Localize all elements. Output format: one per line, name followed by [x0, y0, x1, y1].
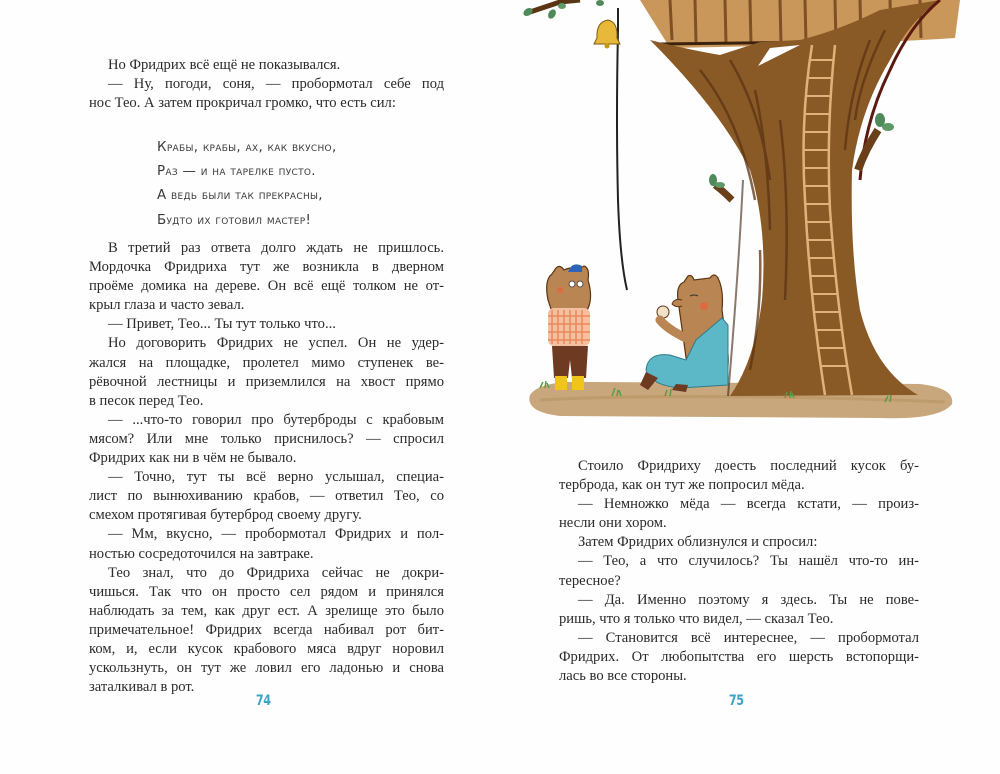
text-line: примечательное! Фридрих всегда набивал рот бит- — [89, 621, 444, 638]
text-line: несли они хором. — [559, 515, 667, 532]
text-line: ком, и, если кусок крабового мяса вдруг норовил — [89, 640, 444, 657]
poem — [157, 136, 337, 233]
right-page — [500, 0, 1000, 774]
text-line: крыл глаза и часто зевал. — [89, 297, 245, 314]
text-line: нос Тео. А затем прокричал громко, что есть сил: — [89, 95, 396, 112]
text-line: Стоило Фридриху доесть последний кусок бу- — [578, 458, 919, 474]
right-page-text — [559, 457, 919, 686]
text-line: Фридрих. От любопытства его шерсть встопорщи- — [559, 648, 919, 665]
branch-leaves-right — [858, 113, 894, 170]
text-line: — ...что-то говорил про бутерброды с крабовым — [108, 411, 444, 428]
text-line: Затем Фридрих облизнулся и спросил: — [578, 534, 818, 551]
text-line: — Ну, погоди, соня, — пробормотал себе под — [108, 76, 444, 93]
text-line: — Тео, а что случилось? Ты нашёл что-то ин- — [578, 553, 919, 570]
text-line: — Становится всё интереснее, — пробормотал — [578, 629, 919, 646]
page-number-right: 75 — [728, 693, 744, 709]
text-line: лась во все стороны. — [559, 668, 687, 685]
bell-icon — [594, 20, 620, 49]
text-line: терброда, как он тут же попросил мёда. — [559, 477, 805, 494]
text-line: ришь, что я только что видел, — сказал Тео. — [559, 610, 834, 627]
text-line: — Точно, тут ты всё верно услышал, специа- — [108, 469, 444, 486]
poem-line: Раз — и на тарелке пусто. — [157, 164, 316, 180]
text-line: проёме домика на дереве. Он всё ещё толком не от- — [89, 278, 444, 295]
text-line: В третий раз ответа долго ждать не пришлось. — [108, 240, 444, 256]
rope — [617, 8, 627, 290]
poem-line: Крабы, крабы, ах, как вкусно, — [157, 140, 337, 155]
text-line: Тео знал, что до Фридриха сейчас не докри- — [108, 564, 444, 581]
text-line: Но договорить Фридрих не успел. Он не удер- — [108, 335, 444, 352]
text-line: Но Фридрих всё ещё не показывался. — [108, 57, 341, 73]
text-line: в песок перед Тео. — [89, 392, 204, 409]
text-line: лист по вынюхиванию крабов, — ответил Тео, со — [89, 488, 444, 505]
text-line: тересное? — [559, 572, 621, 589]
poem-line: Будто их готовил мастер! — [157, 212, 312, 228]
left-page-text-top — [89, 56, 444, 113]
text-line: смехом протягивая бутерброд своему другу. — [89, 507, 362, 524]
branch-leaves-top-left — [522, 0, 604, 20]
page-number-left: 74 — [255, 693, 271, 709]
left-page-text-body — [89, 239, 444, 697]
text-line: жался на площадке, пролетел мимо ступенек ве- — [89, 354, 444, 371]
text-line: — Мм, вкусно, — пробормотал Фридрих и пол- — [108, 526, 444, 543]
text-line: мясом? Или мне только приснилось? — спросил — [89, 430, 444, 447]
text-line: наблюдать за тем, как друг ест. А зрелище это было — [89, 602, 444, 619]
tree-house-illustration — [520, 0, 1000, 430]
sitting-bear — [640, 275, 728, 392]
text-line: ностью сосредоточился на завтраке. — [89, 545, 314, 562]
text-line: ускользнуть, он тут же ловил его ладонью и снова — [89, 660, 444, 677]
standing-bear — [547, 264, 591, 390]
poem-line: А ведь были так прекрасны, — [157, 188, 323, 204]
branch-leaves-left — [709, 174, 732, 200]
text-line: — Да. Именно поэтому я здесь. Ты не пове- — [578, 591, 919, 608]
text-line: — Привет, Тео... Ты тут только что... — [108, 316, 336, 333]
text-line: — Немножко мёда — всегда кстати, — произ- — [578, 496, 919, 513]
text-line: рёвочной лестницы и приземлился на хвост прямо — [89, 373, 444, 390]
text-line: заталкивал в рот. — [89, 679, 195, 696]
text-line: Мордочка Фридриха тут же возникла в дверном — [89, 259, 444, 276]
text-line: чишься. Так что он просто сел рядом и принялся — [89, 583, 444, 600]
text-line: Фридрих как ни в чём не бывало. — [89, 450, 297, 467]
